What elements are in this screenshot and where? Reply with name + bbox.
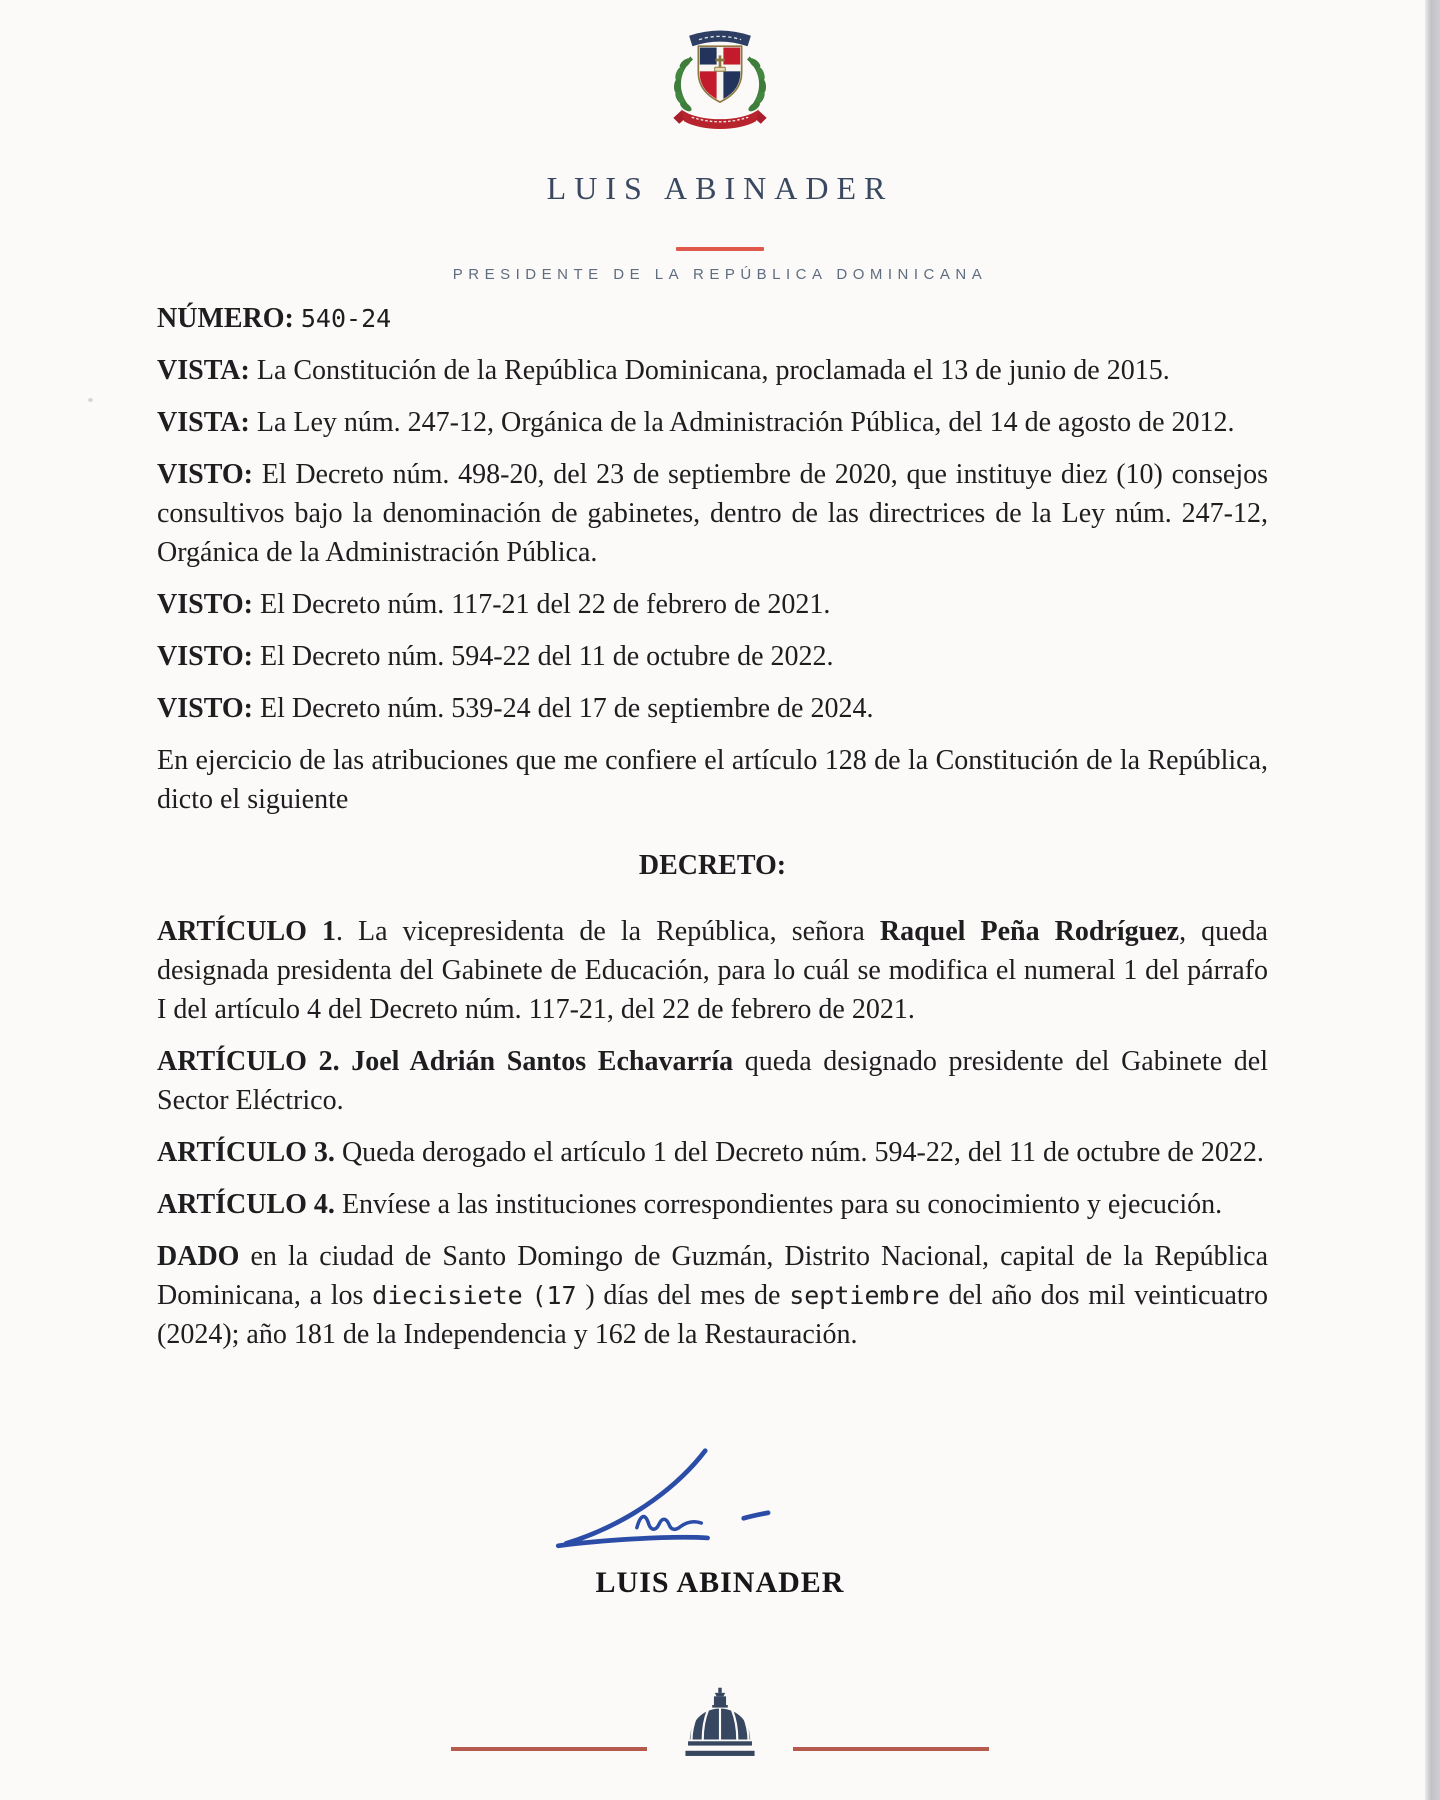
paragraph-visto-539-24 [157, 689, 1268, 728]
paragraph-dado [157, 1237, 1268, 1354]
text-segment: Envíese a las instituciones correspondientes para su conocimiento y ejecución. [334, 1189, 1223, 1220]
text-segment: septiembre [789, 1281, 940, 1310]
footer-left-rule [451, 1747, 647, 1751]
text-segment: Queda derogado el artículo 1 del Decreto núm. 594-22, del 11 de octubre de 2022. [334, 1137, 1264, 1168]
signature-icon [544, 1446, 780, 1561]
dome-icon [681, 1686, 759, 1767]
paragraph-visto-498-20 [157, 455, 1268, 572]
paragraph-vista-1 [157, 351, 1268, 390]
paragraph-preamble [157, 741, 1268, 819]
text-segment: queda designado presidente del Gabinete del Sector Eléctrico. [157, 1046, 1268, 1116]
text-segment: . La vicepresidenta de la República, señora [335, 916, 880, 947]
footer [0, 1686, 1440, 1767]
text-segment: En ejercicio de las atribuciones que me confiere el artículo 128 de la Constitución de la República, dicto el siguiente [157, 745, 1268, 815]
signer-name: LUIS ABINADER [595, 1566, 845, 1599]
president-subtitle: PRESIDENTE DE LA REPÚBLICA DOMINICANA [452, 266, 988, 283]
text-segment: Raquel Peña Rodríguez [879, 916, 1180, 947]
text-segment: El Decreto núm. 594-22 del 11 de octubre de 2022. [259, 641, 834, 672]
text-segment: La Constitución de la República Dominicana, proclamada el 13 de junio de 2015. [256, 355, 1170, 386]
text-segment: en la ciudad de Santo Domingo de Guzmán, Distrito Nacional, capital de la República Dominicana, a los [157, 1241, 1268, 1311]
text-segment: VISTA: [157, 407, 257, 438]
text-segment: ARTÍCULO 4. [157, 1189, 335, 1220]
text-segment: VISTO: [157, 693, 260, 724]
decreto-heading [157, 846, 1268, 885]
text-segment: ) días del mes de [576, 1280, 790, 1311]
paragraph-articulo-4 [157, 1185, 1268, 1224]
red-divider [676, 247, 764, 251]
text-segment: del año dos mil veinticuatro (2024); año 181 de la Independencia y 162 de la Restauración. [157, 1280, 1269, 1350]
president-name-heading: LUIS ABINADER [546, 170, 894, 206]
text-segment: El Decreto núm. 539-24 del 17 de septiembre de 2024. [259, 693, 874, 724]
paragraph-visto-117-21 [157, 585, 1268, 624]
text-segment: VISTA: [157, 355, 257, 386]
text-segment: El Decreto núm. 117-21 del 22 de febrero de 2021. [259, 589, 831, 620]
text-segment: diecisiete [372, 1281, 523, 1310]
text-segment: NÚMERO: [157, 303, 301, 334]
paragraph-visto-594-22 [157, 637, 1268, 676]
paragraph-articulo-1 [157, 912, 1268, 1029]
paragraph-numero [157, 299, 1268, 338]
text-segment: El Decreto núm. 498-20, del 23 de septiembre de 2020, que instituye diez (10) consejos consultivos bajo la denominación de gabinetes, dentro de las directrices de la Ley núm. 247-12, Orgánica de la Administración Pública. [157, 459, 1269, 568]
paragraph-articulo-3 [157, 1133, 1268, 1172]
paragraph-vista-2 [157, 403, 1268, 442]
decree-body [157, 299, 1268, 1367]
text-segment: La Ley núm. 247-12, Orgánica de la Administración Pública, del 14 de agosto de 2012. [256, 407, 1235, 438]
text-segment: 540-24 [300, 304, 392, 333]
footer-right-rule [793, 1747, 989, 1751]
coat-of-arms-icon [651, 24, 789, 151]
text-segment: (17 [531, 1281, 577, 1310]
text-segment: DADO [157, 1241, 240, 1272]
text-segment: VISTO: [157, 589, 260, 620]
text-segment: VISTO: [157, 641, 260, 672]
text-segment: , queda designada presidenta del Gabinete de Educación, para lo cuál se modifica el numeral 1 del párrafo I del artículo 4 del Decreto núm. 117-21, del 22 de febrero de 2021. [157, 916, 1268, 1025]
paragraph-articulo-2 [157, 1042, 1268, 1120]
text-segment: ARTÍCULO 2. Joel Adrián Santos Echavarría [157, 1046, 734, 1077]
text-segment: DECRETO: [638, 850, 787, 881]
text-segment: VISTO: [157, 459, 262, 490]
scan-artifact-dot [88, 398, 93, 402]
text-segment: ARTÍCULO 3. [157, 1137, 335, 1168]
text-segment: ARTÍCULO 1 [157, 916, 336, 947]
